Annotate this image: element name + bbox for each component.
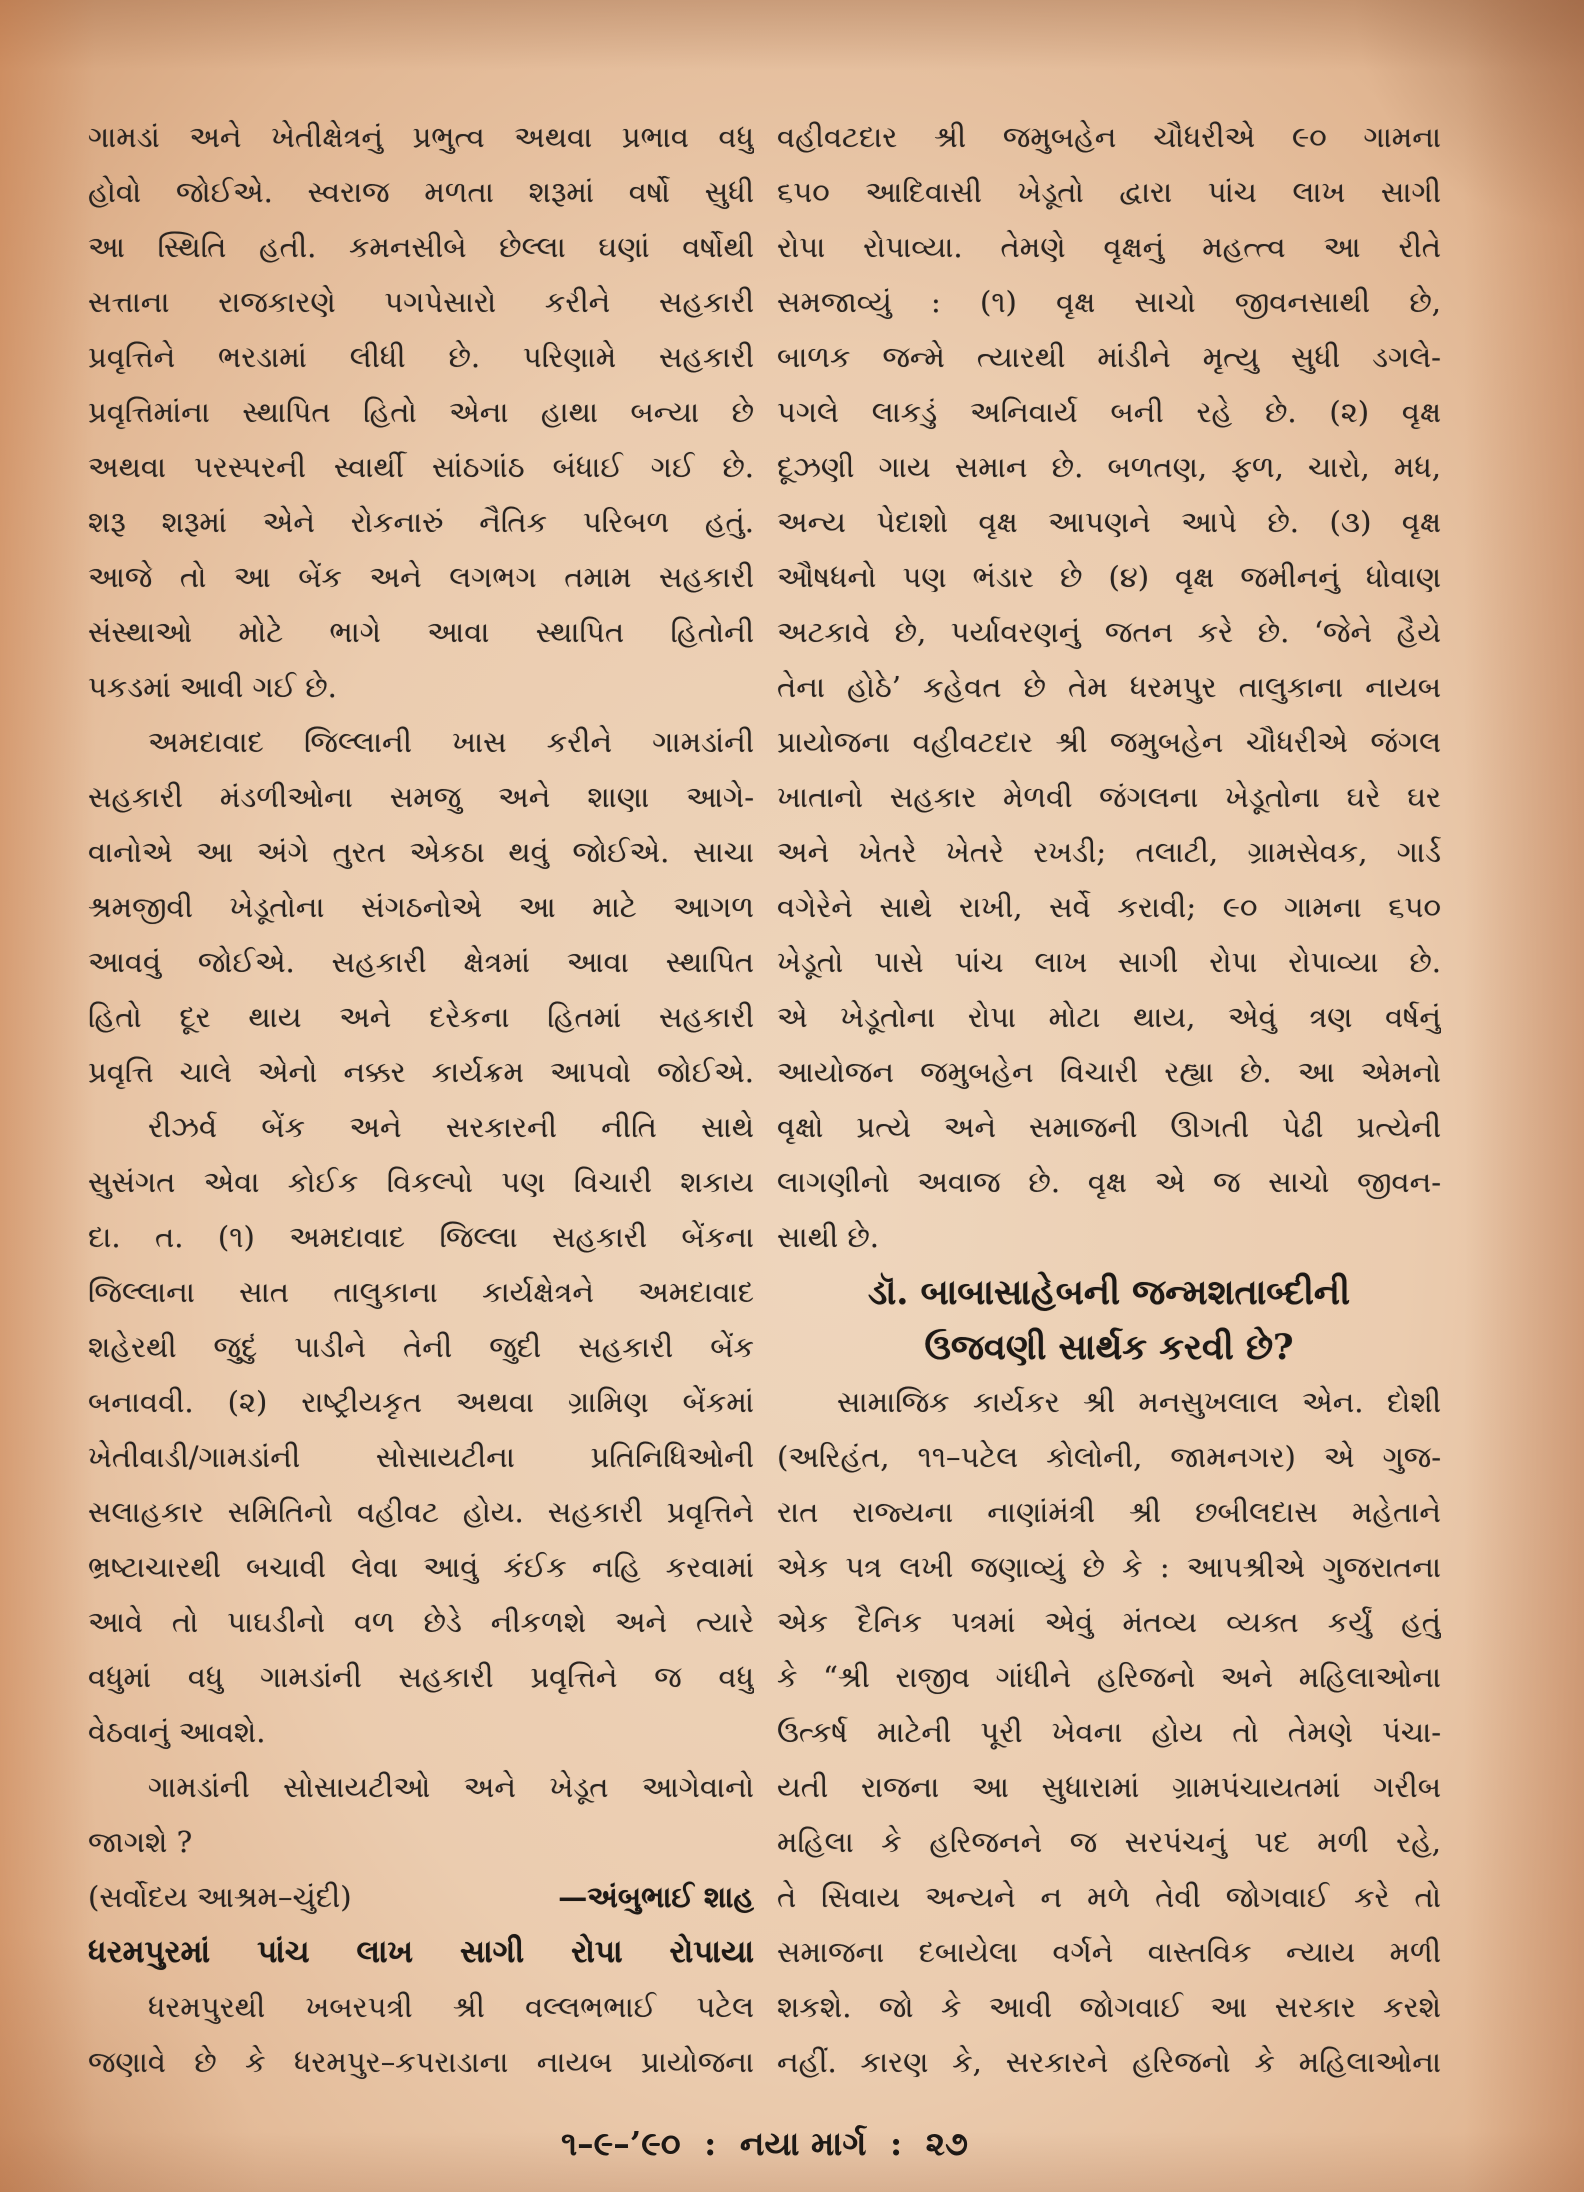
paragraph-line: તે સિવાય અન્યને ન મળે તેવી જોગવાઈ કરે તો [777, 1880, 1441, 1914]
footer-magazine-name: નયા માર્ગ [739, 2124, 867, 2163]
paragraph-line: સાથી છે. [777, 1220, 879, 1254]
paragraph-line: બાળક જન્મે ત્યારથી માંડીને મૃત્યુ સુધી ડગલે- [777, 340, 1441, 374]
paragraph-line: પ્રાયોજના વહીવટદાર શ્રી જમુબહેન ચૌધરીએ જંગલ [777, 725, 1441, 759]
footer-date: ૧–૯–’૯૦ [561, 2124, 681, 2163]
paragraph-line: પકડમાં આવી ગઈ છે. [88, 670, 337, 704]
paragraph-line: ખેડૂતો પાસે પાંચ લાખ સાગી રોપા રોપાવ્યા છે. [777, 945, 1441, 979]
paragraph [88, 1100, 754, 1760]
byline [88, 1870, 754, 1925]
paragraph-line: રોપા રોપાવ્યા. તેમણે વૃક્ષનું મહત્ત્વ આ રીતે [777, 230, 1441, 264]
paragraph-line: વગેરેને સાથે રાખી, સર્વે કરાવી; ૯૦ ગામના ૬૫૦ [777, 890, 1441, 924]
paragraph-line: સમજાવ્યું : (૧) વૃક્ષ સાચો જીવનસાથી છે, [777, 285, 1441, 319]
paragraph [777, 110, 1441, 1265]
paragraph-line: સંસ્થાઓ મોટે ભાગે આવા સ્થાપિત હિતોની [88, 615, 754, 649]
paragraph-line: ખેતીવાડી/ગામડાંની સોસાયટીના પ્રતિનિધિઓની [88, 1440, 754, 1474]
footer-separator: : [889, 2124, 903, 2163]
left-column [88, 110, 754, 2090]
paragraph-line: મહિલા કે હરિજનને જ સરપંચનું પદ મળી રહે, [777, 1825, 1441, 1859]
paragraph-line: જિલ્લાના સાત તાલુકાના કાર્યક્ષેત્રને અમદાવાદ [88, 1275, 754, 1309]
footer-page-number: ૨૭ [925, 2124, 968, 2163]
paragraph-line: એ ખેડૂતોના રોપા મોટા થાય, એવું ત્રણ વર્ષનું [777, 1000, 1441, 1034]
paragraph-line: આયોજન જમુબહેન વિચારી રહ્યા છે. આ એમનો [777, 1055, 1441, 1089]
paragraph-line: એક પત્ર લખી જણાવ્યું છે કે : આપશ્રીએ ગુજરાતના [777, 1550, 1441, 1584]
paragraph-line: ગામડાં અને ખેતીક્ષેત્રનું પ્રભુત્વ અથવા પ્રભાવ વધુ [88, 120, 754, 154]
paragraph-line: પ્રવૃત્તિને ભરડામાં લીધી છે. પરિણામે સહકારી [88, 340, 754, 374]
paragraph-line: જણાવે છે કે ધરમપુર–કપરાડાના નાયબ પ્રાયોજના [88, 2045, 754, 2079]
paragraph-line: આ સ્થિતિ હતી. કમનસીબે છેલ્લા ઘણાં વર્ષોથી [88, 230, 754, 264]
paragraph-line: લાગણીનો અવાજ છે. વૃક્ષ એ જ સાચો જીવન- [777, 1165, 1441, 1199]
paragraph-line: આવવું જોઈએ. સહકારી ક્ષેત્રમાં આવા સ્થાપિત [88, 945, 754, 979]
paragraph-line: રાત રાજ્યના નાણાંમંત્રી શ્રી છબીલદાસ મહેતાને [777, 1495, 1441, 1529]
paragraph-line: અથવા પરસ્પરની સ્વાર્થી સાંઠગાંઠ બંધાઈ ગઈ છે. [88, 450, 754, 484]
paragraph-line: વેઠવાનું આવશે. [88, 1715, 266, 1749]
article-heading: ઉજવણી સાર્થક કરવી છે? [924, 1327, 1294, 1368]
paragraph-line: સહકારી મંડળીઓના સમજુ અને શાણા આગે- [88, 780, 754, 814]
paragraph [777, 1375, 1441, 2090]
paragraph-line: ઔષધનો પણ ભંડાર છે (૪) વૃક્ષ જમીનનું ધોવાણ [777, 560, 1441, 594]
paragraph-line: સમાજના દબાયેલા વર્ગને વાસ્તવિક ન્યાય મળી [777, 1935, 1441, 1969]
paragraph-line: અન્ય પેદાશો વૃક્ષ આપણને આપે છે. (૩) વૃક્ષ [777, 505, 1441, 539]
paragraph-line: અટકાવે છે, પર્યાવરણનું જતન કરે છે. ‘જેને હૈયે [777, 615, 1441, 649]
paragraph-line: પ્રવૃત્તિમાંના સ્થાપિત હિતો એના હાથા બન્યા છે [88, 395, 754, 429]
paragraph-line: તેના હોઠે’ કહેવત છે તેમ ધરમપુર તાલુકાના નાયબ [777, 670, 1441, 704]
paragraph-line: ઉત્કર્ષ માટેની પૂરી ખેવના હોય તો તેમણે પંચા- [777, 1715, 1441, 1749]
paragraph-line: આજે તો આ બેંક અને લગભગ તમામ સહકારી [88, 560, 754, 594]
paragraph-line: પ્રવૃત્તિ ચાલે એનો નક્કર કાર્યક્રમ આપવો જોઈએ. [88, 1055, 754, 1089]
paragraph-line: ગામડાંની સોસાયટીઓ અને ખેડૂત આગેવાનો [148, 1770, 754, 1804]
paragraph-line: દૂઝણી ગાય સમાન છે. બળતણ, ફળ, ચારો, મધ, [777, 450, 1441, 484]
paragraph-line: શરૂ શરૂમાં એને રોકનારું નૈતિક પરિબળ હતું. [88, 505, 754, 539]
paragraph-line: વહીવટદાર શ્રી જમુબહેન ચૌધરીએ ૯૦ ગામના [777, 120, 1441, 154]
paragraph-line: અને ખેતરે ખેતરે રખડી; તલાટી, ગ્રામસેવક, ગાર્ડ [777, 835, 1441, 869]
paragraph-line: રીઝર્વ બેંક અને સરકારની નીતિ સાથે [148, 1110, 754, 1144]
paragraph-line: શ્રમજીવી ખેડૂતોના સંગઠનોએ આ માટે આગળ [88, 890, 754, 924]
paragraph-line: શહેરથી જુદું પાડીને તેની જુદી સહકારી બેંક [88, 1330, 754, 1364]
paragraph [88, 715, 754, 1100]
paragraph-line: ૬૫૦ આદિવાસી ખેડૂતો દ્વારા પાંચ લાખ સાગી [777, 175, 1441, 209]
paragraph-line: નહીં. કારણ કે, સરકારને હરિજનો કે મહિલાઓના [777, 2045, 1441, 2079]
paragraph-line: કે “શ્રી રાજીવ ગાંધીને હરિજનો અને મહિલાઓના [777, 1660, 1441, 1694]
paragraph-line: દા. ત. (૧) અમદાવાદ જિલ્લા સહકારી બેંકના [88, 1220, 754, 1254]
paragraph-line: ભ્રષ્ટાચારથી બચાવી લેવા આવું કંઈક નહિ કરવામાં [88, 1550, 754, 1584]
paragraph-line: (અરિહંત, ૧૧–પટેલ કોલોની, જામનગર) એ ગુજ- [777, 1440, 1441, 1474]
paragraph-line: શકશે. જો કે આવી જોગવાઈ આ સરકાર કરશે [777, 1990, 1441, 2024]
page-footer [88, 2118, 1441, 2170]
footer-separator: : [704, 2124, 717, 2163]
paragraph-line: બનાવવી. (૨) રાષ્ટ્રીયકૃત અથવા ગ્રામિણ બેંકમાં [88, 1385, 754, 1419]
paragraph-line: જાગશે ? [88, 1825, 193, 1859]
paragraph-line: ખાતાનો સહકાર મેળવી જંગલના ખેડૂતોના ઘરે ઘર [777, 780, 1441, 814]
paragraph-line: સામાજિક કાર્યકર શ્રી મનસુખલાલ એન. દોશી [837, 1385, 1441, 1419]
paragraph-line: સલાહકાર સમિતિનો વહીવટ હોય. સહકારી પ્રવૃત્તિને [88, 1495, 754, 1529]
paragraph-line: વાનોએ આ અંગે તુરત એકઠા થવું જોઈએ. સાચા [88, 835, 754, 869]
article-heading: ડૉ. બાબાસાહેબની જન્મશતાબ્દીની [867, 1272, 1350, 1313]
paragraph-line: આવે તો પાઘડીનો વળ છેડે નીકળશે અને ત્યારે [88, 1605, 754, 1639]
paragraph-line: પગલે લાકડું અનિવાર્ય બની રહે છે. (૨) વૃક્ષ [777, 395, 1441, 429]
paragraph-line: ધરમપુરથી ખબરપત્રી શ્રી વલ્લભભાઈ પટેલ [148, 1990, 754, 2024]
paragraph [88, 1760, 754, 1870]
paragraph-line: હિતો દૂર થાય અને દરેકના હિતમાં સહકારી [88, 1000, 754, 1034]
byline-place: (સર્વોદય આશ્રમ–ચુંદી) [88, 1880, 352, 1914]
paragraph [88, 1980, 754, 2090]
paragraph-line: વધુમાં વધુ ગામડાંની સહકારી પ્રવૃત્તિને જ વધુ [88, 1660, 754, 1694]
right-column [777, 110, 1441, 2090]
paragraph-line: સુસંગત એવા કોઈક વિકલ્પો પણ વિચારી શકાય [88, 1165, 754, 1199]
paragraph-line: સત્તાના રાજકારણે પગપેસારો કરીને સહકારી [88, 285, 754, 319]
paragraph-line: અમદાવાદ જિલ્લાની ખાસ કરીને ગામડાંની [148, 725, 754, 759]
paragraph-line: વૃક્ષો પ્રત્યે અને સમાજની ઊગતી પેઢી પ્રત્યેની [777, 1110, 1441, 1144]
paragraph-line: યતી રાજના આ સુધારામાં ગ્રામપંચાયતમાં ગરીબ [777, 1770, 1441, 1804]
byline-author: —અંબુભાઈ શાહ [558, 1880, 754, 1914]
paragraph-line: હોવો જોઈએ. સ્વરાજ મળતા શરૂમાં વર્ષો સુધી [88, 175, 754, 209]
paragraph [88, 110, 754, 715]
article-heading-block [777, 1265, 1441, 1375]
article-heading: ધરમપુરમાં પાંચ લાખ સાગી રોપા રોપાયા [88, 1934, 754, 1970]
paragraph-line: એક દૈનિક પત્રમાં એવું મંતવ્ય વ્યક્ત કર્યું હતું [777, 1605, 1441, 1639]
